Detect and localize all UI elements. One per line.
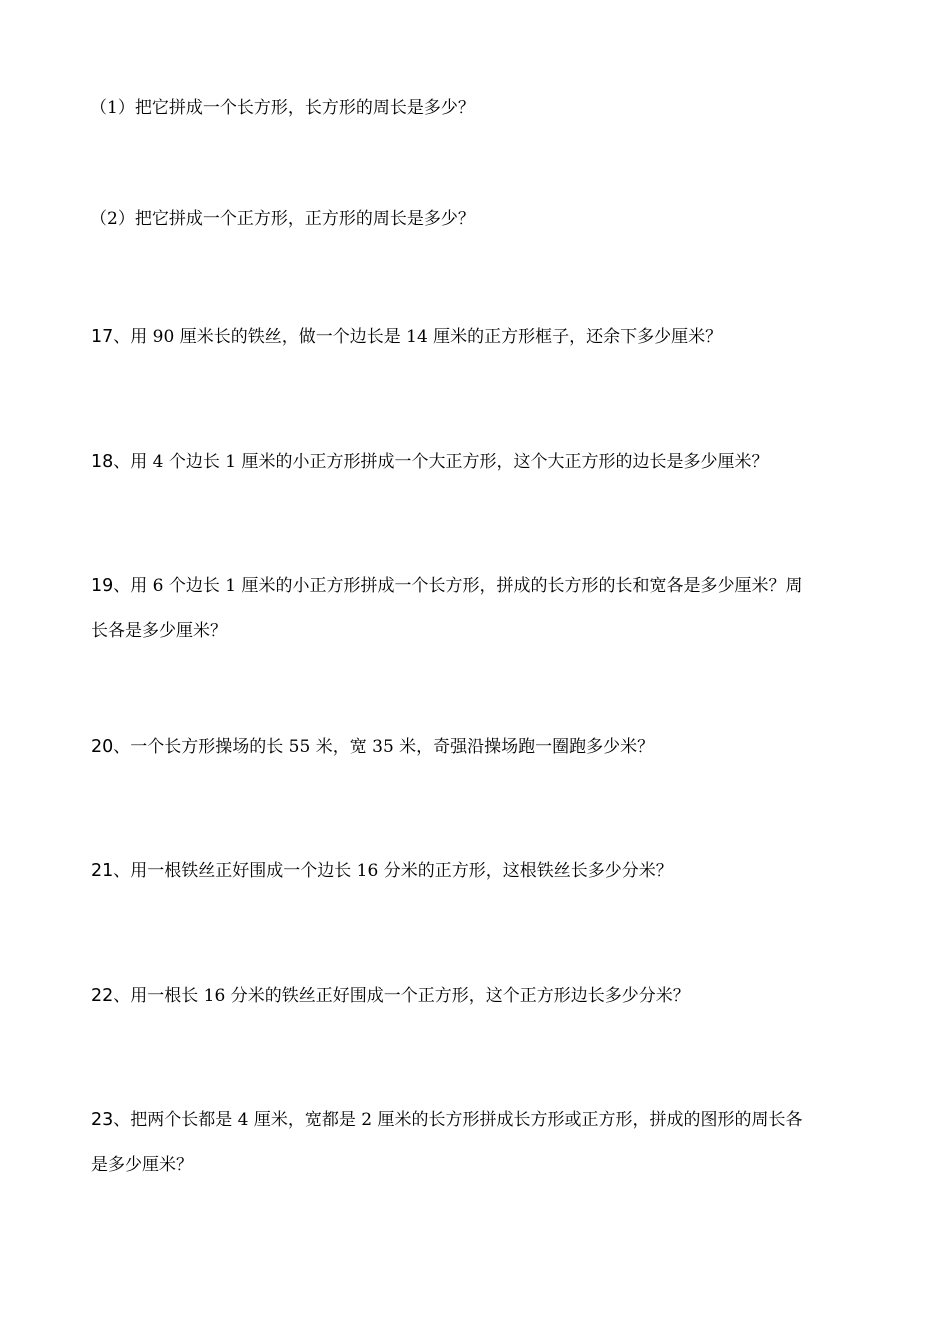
question-text: 、把两个长都是 4 厘米，宽都是 2 厘米的长方形拼成长方形或正方形，拼成的图形的周长各 [113,1110,803,1130]
question-number: 18 [91,452,114,472]
question-22 [91,984,690,1008]
question-text: 、用 6 个边长 1 厘米的小正方形拼成一个长方形，拼成的长方形的长和宽各是多少厘米？周 [113,576,803,596]
question-19 [91,574,803,598]
question-16-part-2 [90,207,475,231]
question-23-continuation [91,1153,193,1177]
question-number: 21 [91,861,114,881]
question-16-part-1 [90,96,475,120]
question-18 [91,450,769,474]
question-text: （1）把它拼成一个长方形，长方形的周长是多少？ [90,98,475,118]
question-text: 、一个长方形操场的长 55 米，宽 35 米，奇强沿操场跑一圈跑多少米？ [113,737,655,757]
question-text: 、用 90 厘米长的铁丝，做一个边长是 14 厘米的正方形框子，还余下多少厘米？ [113,327,723,347]
question-number: 19 [91,576,114,596]
question-text: 是多少厘米？ [91,1155,193,1175]
question-text: 、用一根铁丝正好围成一个边长 16 分米的正方形，这根铁丝长多少分米？ [113,861,673,881]
question-number: 17 [91,327,114,347]
question-number: 22 [91,986,114,1006]
question-23 [91,1108,803,1132]
question-text: 、用 4 个边长 1 厘米的小正方形拼成一个大正方形，这个大正方形的边长是多少厘米？ [113,452,769,472]
question-number: 20 [91,737,114,757]
question-number: 23 [91,1110,114,1130]
question-text: 长各是多少厘米？ [91,621,227,641]
question-17 [91,325,722,349]
question-21 [91,859,673,883]
question-text: 、用一根长 16 分米的铁丝正好围成一个正方形，这个正方形边长多少分米？ [113,986,690,1006]
question-20 [91,735,654,759]
question-text: （2）把它拼成一个正方形，正方形的周长是多少？ [90,209,475,229]
question-19-continuation [91,619,227,643]
